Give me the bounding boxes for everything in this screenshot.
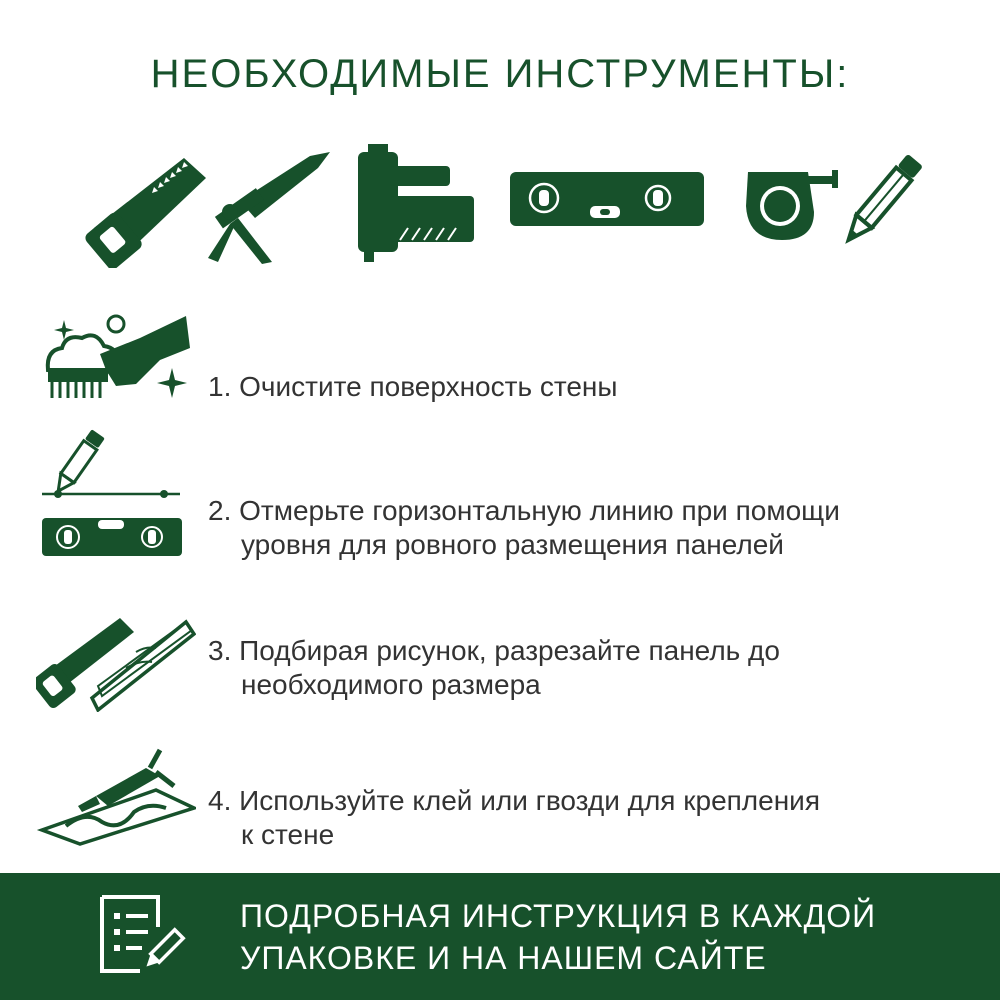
footer-line-2: УПАКОВКЕ И НА НАШЕМ САЙТЕ	[240, 940, 767, 976]
saw-panel-icon	[36, 612, 196, 712]
step-4-line-1: 4. Используйте клей или гвозди для крепления	[208, 785, 820, 816]
step-4-text	[208, 784, 988, 852]
footer-banner	[0, 873, 1000, 1000]
step-4-line-2: к стене	[241, 819, 335, 850]
tape-measure-icon	[738, 162, 842, 242]
step-3-line-2: необходимого размера	[241, 669, 541, 700]
instruction-document-icon	[96, 891, 186, 981]
nail-gun-icon	[350, 140, 480, 265]
step-2-line-1: 2. Отмерьте горизонтальную линию при помощи	[208, 495, 840, 526]
caulking-gun-icon	[200, 146, 335, 266]
hand-saw-icon	[84, 148, 214, 268]
glue-panel-icon	[36, 746, 196, 846]
footer-text	[240, 895, 876, 979]
footer-line-1: ПОДРОБНАЯ ИНСТРУКЦИЯ В КАЖДОЙ	[240, 898, 877, 934]
step-2-text	[208, 494, 988, 562]
level-marking-icon	[40, 428, 185, 558]
spirit-level-icon	[508, 170, 708, 230]
cleaning-hand-icon	[40, 310, 190, 405]
step-1-line-1: 1. Очистите поверхность стены	[208, 371, 618, 402]
step-2-line-2: уровня для ровного размещения панелей	[241, 529, 784, 560]
page-title: НЕОБХОДИМЫЕ ИНСТРУМЕНТЫ:	[150, 52, 850, 96]
tools-row	[70, 140, 940, 270]
step-3-line-1: 3. Подбирая рисунок, разрезайте панель до	[208, 635, 780, 666]
step-3-text	[208, 634, 988, 702]
step-1-text	[208, 370, 988, 404]
pencil-icon	[842, 148, 922, 252]
